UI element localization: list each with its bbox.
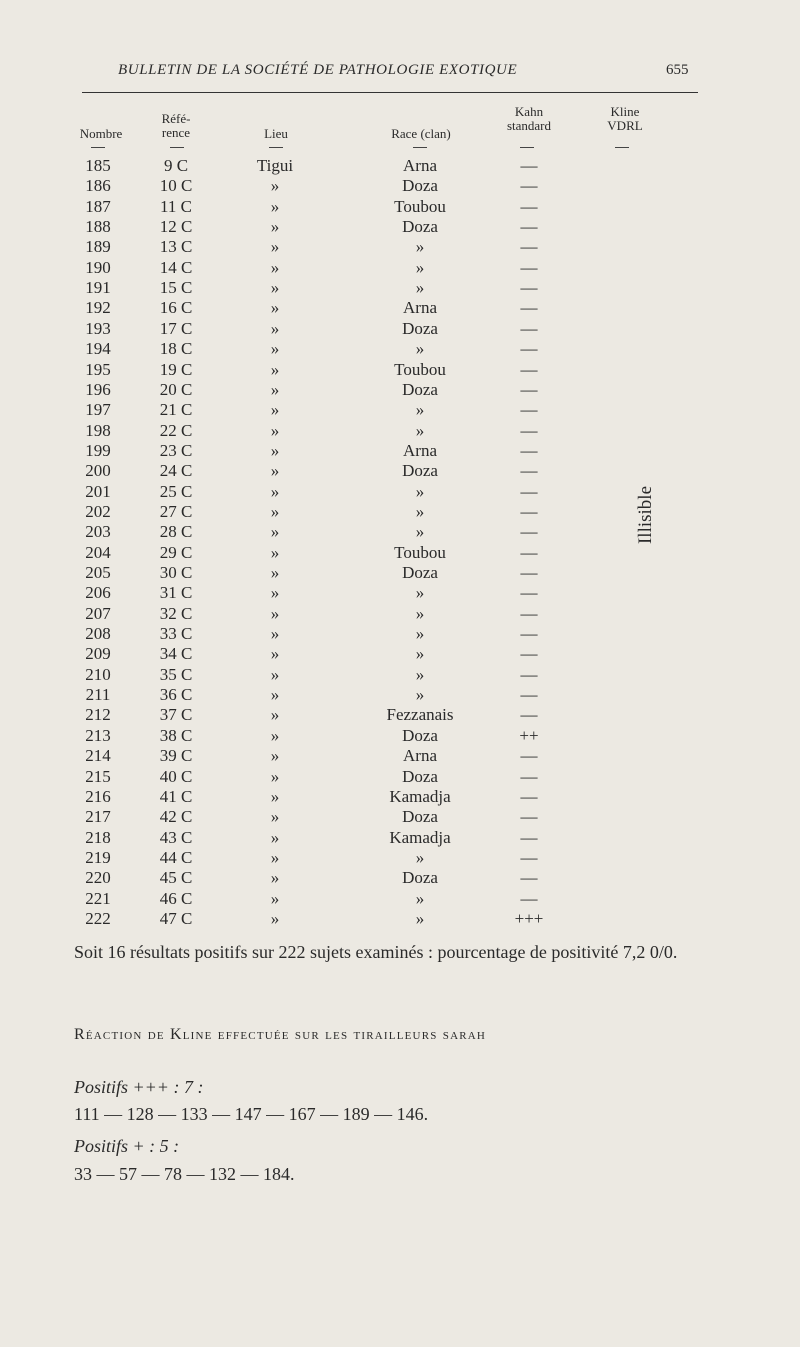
row-reference: 36 C	[159, 685, 193, 705]
row-lieu: »	[270, 644, 280, 664]
row-lieu: »	[270, 176, 280, 196]
header-dash	[269, 147, 283, 148]
row-lieu: »	[270, 847, 280, 867]
row-number: 209	[85, 644, 111, 664]
row-number: 193	[85, 318, 111, 338]
row-kahn: —	[520, 318, 538, 338]
row-race: »	[415, 278, 425, 298]
row-kahn: —	[520, 644, 538, 664]
table-row	[0, 278, 800, 298]
table-row	[0, 828, 800, 848]
col-header-nombre: Nombre	[79, 126, 123, 141]
row-race: Toubou	[394, 196, 446, 216]
row-lieu: »	[270, 359, 280, 379]
row-race: »	[415, 522, 425, 542]
row-reference: 13 C	[159, 237, 193, 257]
row-lieu: »	[270, 217, 280, 237]
row-reference: 45 C	[159, 868, 193, 888]
table-row	[0, 644, 800, 664]
row-kahn: —	[520, 420, 538, 440]
positives-single-label: Positifs + : 5 :	[74, 1136, 180, 1156]
row-race: Toubou	[394, 359, 446, 379]
row-reference: 20 C	[159, 379, 193, 399]
row-kahn: —	[520, 563, 538, 582]
row-number: 207	[85, 603, 111, 623]
row-kahn: —	[520, 624, 538, 644]
row-lieu: »	[270, 868, 280, 888]
row-reference: 33 C	[159, 624, 193, 644]
row-number: 203	[85, 522, 111, 542]
row-number: 190	[85, 257, 111, 277]
row-kahn: —	[520, 522, 538, 542]
row-kahn: —	[520, 888, 538, 908]
row-reference: 10 C	[159, 176, 193, 196]
row-reference: 19 C	[159, 359, 193, 379]
row-lieu: »	[270, 257, 280, 277]
table-row	[0, 665, 800, 685]
row-lieu: »	[270, 766, 280, 786]
row-race: Doza	[402, 563, 438, 582]
row-number: 198	[85, 420, 111, 440]
row-reference: 21 C	[159, 400, 193, 420]
row-number: 200	[85, 461, 111, 481]
row-number: 202	[85, 501, 111, 521]
table-row	[0, 380, 800, 400]
row-lieu: »	[270, 827, 280, 847]
row-number: 221	[85, 888, 111, 908]
row-reference: 25 C	[159, 481, 193, 501]
row-race: »	[415, 664, 425, 684]
table-row	[0, 685, 800, 705]
row-lieu: »	[270, 908, 280, 928]
row-kahn: —	[520, 766, 538, 786]
row-race: Doza	[402, 461, 438, 481]
positives-triple-label: Positifs +++ : 7 :	[74, 1077, 204, 1097]
row-lieu: »	[270, 624, 280, 644]
row-race: Arna	[403, 746, 437, 766]
table-row	[0, 624, 800, 644]
table-row	[0, 787, 800, 807]
row-kahn: —	[520, 257, 538, 277]
row-kahn: —	[520, 461, 538, 481]
row-race: Doza	[402, 217, 438, 237]
table-row	[0, 909, 800, 929]
row-kahn: —	[520, 786, 538, 806]
row-number: 197	[85, 400, 111, 420]
row-race: Fezzanais	[386, 705, 454, 725]
col-header-kahn: Kahn standard	[506, 104, 552, 133]
table-row	[0, 197, 800, 217]
table-row	[0, 726, 800, 746]
row-race: »	[415, 644, 425, 664]
row-reference: 22 C	[159, 420, 193, 440]
row-number: 204	[85, 542, 111, 562]
row-number: 218	[85, 827, 111, 847]
row-reference: 28 C	[159, 522, 193, 542]
row-race: Doza	[402, 318, 438, 338]
row-race: »	[415, 257, 425, 277]
row-race: Arna	[403, 156, 437, 175]
row-kahn: —	[520, 481, 538, 501]
row-reference: 31 C	[159, 583, 193, 603]
row-lieu: »	[270, 888, 280, 908]
row-race: »	[415, 847, 425, 867]
row-number: 212	[85, 705, 111, 725]
row-kahn: —	[520, 868, 538, 888]
row-lieu: »	[270, 583, 280, 603]
row-reference: 24 C	[159, 461, 193, 481]
table-row	[0, 746, 800, 766]
row-race: Kamadja	[389, 827, 451, 847]
row-race: »	[415, 481, 425, 501]
page-number: 655	[666, 62, 689, 78]
row-number: 191	[85, 278, 111, 298]
row-reference: 15 C	[159, 278, 193, 298]
row-number: 195	[85, 359, 111, 379]
row-number: 206	[85, 583, 111, 603]
table-row	[0, 543, 800, 563]
kline-illisible-note: Illisible	[635, 485, 656, 545]
row-number: 201	[85, 481, 111, 501]
row-lieu: »	[270, 522, 280, 542]
row-race: Doza	[402, 766, 438, 786]
table-row	[0, 400, 800, 420]
row-race: »	[415, 603, 425, 623]
row-reference: 41 C	[159, 786, 193, 806]
row-kahn: —	[520, 156, 538, 175]
row-lieu: »	[270, 440, 280, 460]
table-row	[0, 237, 800, 257]
header-rule	[82, 92, 698, 93]
table-row	[0, 319, 800, 339]
table-row	[0, 583, 800, 603]
row-lieu: »	[270, 298, 280, 318]
row-lieu: »	[270, 339, 280, 359]
row-race: »	[415, 888, 425, 908]
row-reference: 16 C	[159, 298, 193, 318]
row-race: Arna	[403, 440, 437, 460]
row-race: »	[415, 685, 425, 705]
row-lieu: »	[270, 379, 280, 399]
row-race: Doza	[402, 379, 438, 399]
row-number: 217	[85, 807, 111, 827]
row-number: 186	[85, 176, 111, 196]
row-reference: 43 C	[159, 827, 193, 847]
row-kahn: —	[520, 603, 538, 623]
row-race: »	[415, 583, 425, 603]
col-header-lieu: Lieu	[264, 126, 288, 141]
positives-triple-list: 111 — 128 — 133 — 147 — 167 — 189 — 146.	[74, 1104, 429, 1124]
table-row	[0, 360, 800, 380]
table-row	[0, 522, 800, 542]
row-race: Doza	[402, 176, 438, 196]
row-race: »	[415, 420, 425, 440]
row-reference: 39 C	[159, 746, 193, 766]
row-lieu: Tigui	[256, 156, 294, 175]
row-race: Arna	[403, 298, 437, 318]
row-number: 216	[85, 786, 111, 806]
row-reference: 9 C	[163, 156, 189, 175]
header-dash	[91, 147, 105, 148]
row-kahn: —	[520, 847, 538, 867]
row-lieu: »	[270, 318, 280, 338]
table-row	[0, 298, 800, 318]
row-lieu: »	[270, 705, 280, 725]
row-lieu: »	[270, 685, 280, 705]
row-number: 189	[85, 237, 111, 257]
row-race: »	[415, 237, 425, 257]
row-lieu: »	[270, 196, 280, 216]
row-number: 215	[85, 766, 111, 786]
row-reference: 23 C	[159, 440, 193, 460]
row-race: »	[415, 501, 425, 521]
row-race: Toubou	[394, 542, 446, 562]
row-kahn: —	[520, 827, 538, 847]
table-row	[0, 868, 800, 888]
row-lieu: »	[270, 563, 280, 582]
table-row	[0, 502, 800, 522]
col-header-reference: Réfé- rence	[161, 111, 191, 140]
row-reference: 37 C	[159, 705, 193, 725]
row-lieu: »	[270, 400, 280, 420]
row-reference: 47 C	[159, 908, 193, 928]
row-reference: 29 C	[159, 542, 193, 562]
table-row	[0, 258, 800, 278]
table-row	[0, 461, 800, 481]
row-race: »	[415, 908, 425, 928]
row-reference: 17 C	[159, 318, 193, 338]
row-reference: 35 C	[159, 664, 193, 684]
row-kahn: —	[520, 400, 538, 420]
row-kahn: —	[520, 359, 538, 379]
journal-title: BULLETIN DE LA SOCIÉTÉ DE PATHOLOGIE EXOTIQUE	[118, 62, 518, 78]
row-race: »	[415, 624, 425, 644]
row-reference: 40 C	[159, 766, 193, 786]
row-kahn: —	[520, 379, 538, 399]
row-reference: 30 C	[159, 563, 193, 582]
row-number: 187	[85, 196, 111, 216]
row-lieu: »	[270, 746, 280, 766]
row-race: Doza	[402, 868, 438, 888]
row-number: 222	[85, 908, 111, 928]
row-number: 194	[85, 339, 111, 359]
table-row	[0, 441, 800, 461]
row-race: Doza	[402, 725, 438, 745]
row-reference: 38 C	[159, 725, 193, 745]
row-kahn: +++	[514, 908, 544, 928]
header-dash	[615, 147, 629, 148]
row-reference: 46 C	[159, 888, 193, 908]
row-race: Doza	[402, 807, 438, 827]
row-number: 210	[85, 664, 111, 684]
header-dash	[170, 147, 184, 148]
row-kahn: —	[520, 440, 538, 460]
table-row	[0, 848, 800, 868]
table-row	[0, 339, 800, 359]
row-number: 211	[85, 685, 111, 705]
row-race: Kamadja	[389, 786, 451, 806]
section-heading: Réaction de Kline effectuée sur les tirailleurs sarah	[74, 1026, 487, 1043]
table-row	[0, 563, 800, 583]
row-lieu: »	[270, 725, 280, 745]
row-reference: 27 C	[159, 501, 193, 521]
table-row	[0, 604, 800, 624]
row-race: »	[415, 339, 425, 359]
row-race: »	[415, 400, 425, 420]
table-row	[0, 156, 800, 176]
row-lieu: »	[270, 786, 280, 806]
row-kahn: —	[520, 298, 538, 318]
row-kahn: —	[520, 217, 538, 237]
col-header-kline: Kline VDRL	[607, 104, 643, 133]
row-number: 214	[85, 746, 111, 766]
row-number: 213	[85, 725, 111, 745]
summary-paragraph: Soit 16 résultats positifs sur 222 sujets examinés : pourcentage de positivité 7,2 0/0.	[74, 942, 678, 962]
positives-single-list: 33 — 57 — 78 — 132 — 184.	[74, 1164, 295, 1184]
row-number: 185	[85, 156, 111, 175]
row-lieu: »	[270, 420, 280, 440]
row-kahn: —	[520, 746, 538, 766]
table-row	[0, 176, 800, 196]
row-kahn: —	[520, 685, 538, 705]
row-number: 219	[85, 847, 111, 867]
row-reference: 42 C	[159, 807, 193, 827]
row-number: 188	[85, 217, 111, 237]
row-number: 208	[85, 624, 111, 644]
row-reference: 44 C	[159, 847, 193, 867]
table-row	[0, 421, 800, 441]
header-dash	[520, 147, 534, 148]
row-reference: 11 C	[160, 196, 192, 216]
row-kahn: —	[520, 664, 538, 684]
row-number: 199	[85, 440, 111, 460]
row-reference: 34 C	[159, 644, 193, 664]
row-kahn: —	[520, 339, 538, 359]
row-number: 205	[85, 563, 111, 582]
row-reference: 14 C	[159, 257, 193, 277]
row-lieu: »	[270, 542, 280, 562]
table-row	[0, 807, 800, 827]
row-kahn: —	[520, 278, 538, 298]
header-dash	[413, 147, 427, 148]
row-kahn: —	[520, 196, 538, 216]
row-lieu: »	[270, 603, 280, 623]
col-header-race: Race (clan)	[391, 126, 451, 141]
row-number: 220	[85, 868, 111, 888]
row-number: 196	[85, 379, 111, 399]
row-kahn: —	[520, 176, 538, 196]
running-header	[0, 62, 800, 86]
table-row	[0, 217, 800, 237]
row-reference: 18 C	[159, 339, 193, 359]
row-kahn: —	[520, 807, 538, 827]
row-lieu: »	[270, 501, 280, 521]
row-kahn: —	[520, 237, 538, 257]
row-kahn: ++	[519, 725, 539, 745]
row-reference: 32 C	[159, 603, 193, 623]
table-row	[0, 705, 800, 725]
row-kahn: —	[520, 501, 538, 521]
row-lieu: »	[270, 278, 280, 298]
table-row	[0, 767, 800, 787]
row-lieu: »	[270, 461, 280, 481]
row-lieu: »	[270, 807, 280, 827]
table-row	[0, 482, 800, 502]
row-number: 192	[85, 298, 111, 318]
row-lieu: »	[270, 481, 280, 501]
row-lieu: »	[270, 664, 280, 684]
row-lieu: »	[270, 237, 280, 257]
row-kahn: —	[520, 583, 538, 603]
row-reference: 12 C	[159, 217, 193, 237]
row-kahn: —	[520, 542, 538, 562]
table-row	[0, 889, 800, 909]
row-kahn: —	[520, 705, 538, 725]
